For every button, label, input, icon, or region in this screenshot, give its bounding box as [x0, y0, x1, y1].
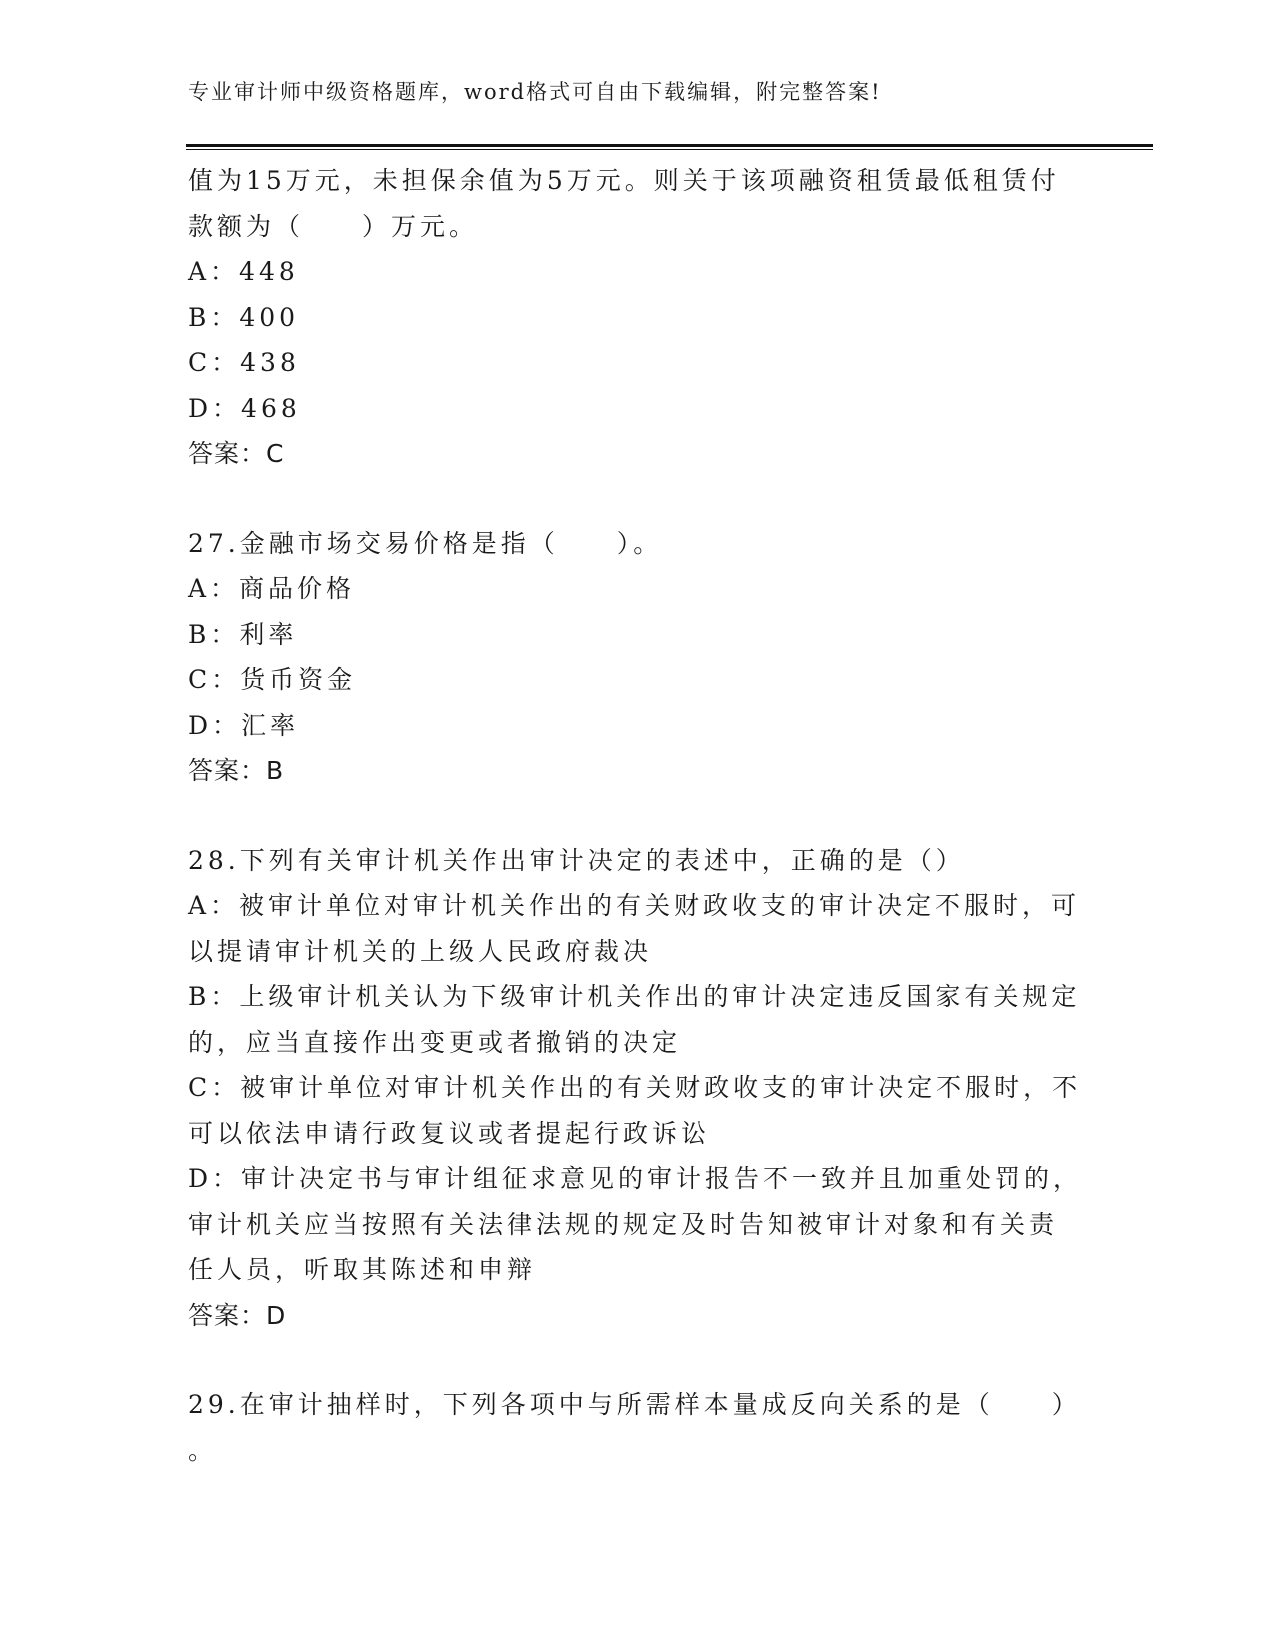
question-block-29 — [188, 1382, 1088, 1473]
document-body — [188, 158, 1088, 1473]
answer-line: 答案：D — [188, 1300, 287, 1330]
option-d-continued: 审计机关应当按照有关法律法规的规定及时告知被审计对象和有关责 — [188, 1209, 1059, 1239]
option-a: A：448 — [188, 257, 299, 286]
question-block-27 — [188, 521, 1088, 794]
spacer — [188, 794, 1088, 838]
option-b-continued: 的，应当直接作出变更或者撤销的决定 — [188, 1027, 682, 1057]
option-d: D：审计决定书与审计组征求意见的审计报告不一致并且加重处罚的， — [188, 1164, 1083, 1193]
answer-line: 答案：C — [188, 439, 285, 468]
option-c-continued: 可以依法申请行政复议或者提起行政诉讼 — [188, 1118, 711, 1148]
question-block-28 — [188, 838, 1088, 1339]
option-b: B：400 — [188, 302, 300, 332]
option-b: B：利率 — [188, 619, 298, 649]
option-a-continued: 以提请审计机关的上级人民政府裁决 — [188, 936, 653, 966]
question-text-line: 值为15万元，未担保余值为5万元。则关于该项融资租赁最低租赁付 — [188, 166, 1060, 195]
question-text-line: 款额为（ ）万元。 — [188, 211, 479, 241]
option-c: C：438 — [188, 348, 300, 377]
option-d: D：468 — [188, 393, 301, 423]
question-text-line: 27.金融市场交易价格是指（ ）。 — [188, 528, 663, 558]
option-a: A：商品价格 — [188, 574, 356, 603]
option-c: C：被审计单位对审计机关作出的有关财政收支的审计决定不服时，不 — [188, 1073, 1082, 1102]
header-rule — [186, 144, 1153, 150]
option-c: C：货币资金 — [188, 665, 357, 694]
option-d: D：汇率 — [188, 710, 300, 740]
page-header: 专业审计师中级资格题库，word格式可自由下载编辑，附完整答案! — [188, 80, 882, 104]
spacer — [188, 1338, 1088, 1382]
option-a: A：被审计单位对审计机关作出的有关财政收支的审计决定不服时，可 — [188, 891, 1081, 920]
option-d-continued: 任人员，听取其陈述和申辩 — [188, 1255, 537, 1284]
question-text-line: 28.下列有关审计机关作出审计决定的表述中，正确的是（） — [188, 845, 965, 875]
spacer — [188, 477, 1088, 521]
question-text-line: 。 — [188, 1435, 218, 1465]
answer-line: 答案：B — [188, 756, 285, 785]
question-block-continued — [188, 158, 1088, 477]
question-text-line: 29.在审计抽样时，下列各项中与所需样本量成反向关系的是（ ） — [188, 1390, 1081, 1419]
option-b: B：上级审计机关认为下级审计机关作出的审计决定违反国家有关规定 — [188, 982, 1081, 1011]
